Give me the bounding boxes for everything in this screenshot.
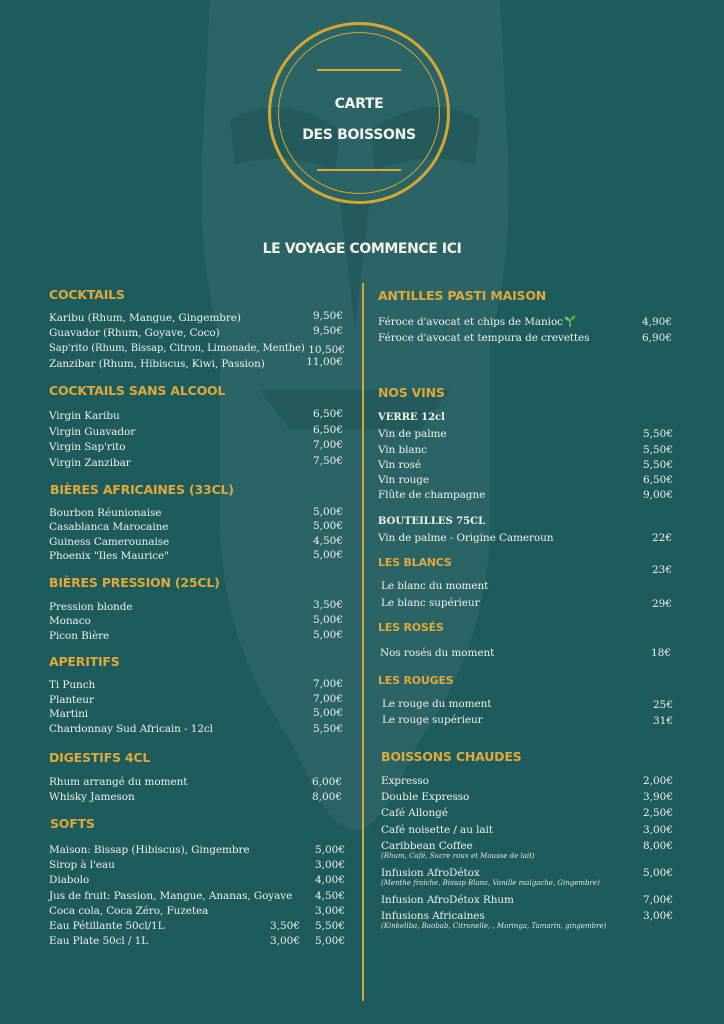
item-price: 10,50€	[308, 344, 345, 356]
item-name: Vin de palme	[378, 428, 447, 440]
item-price-small: 3,00€	[269, 935, 300, 947]
section-aperitifs: APERITIFS	[49, 654, 120, 669]
item-price: 4,00€	[314, 874, 345, 886]
item-price: 3,50€	[312, 599, 343, 611]
subsection-bouteilles: BOUTEILLES 75CL	[378, 516, 486, 527]
section-les-roses: LES ROSÉS	[378, 621, 444, 634]
item-name: Virgin Karibu	[49, 410, 120, 422]
item-price: 3,00€	[642, 824, 673, 836]
section-bieres-pression: BIÈRES PRESSION (25CL)	[49, 575, 220, 590]
item-name: Café noisette / au lait	[381, 824, 493, 836]
item-name: Bourbon Réunionaise	[49, 507, 162, 519]
item-name: Karibu (Rhum, Mangue, Gingembre)	[49, 312, 241, 324]
item-name: Jus de fruit: Passion, Mangue, Ananas, Goyave	[49, 890, 293, 902]
item-price: 29€	[651, 598, 672, 610]
item-price: 5,00€	[314, 935, 345, 947]
subsection-verre: VERRE 12cl	[378, 412, 445, 423]
section-bieres-africaines: BIÈRES AFRICAINES (33CL)	[50, 482, 234, 497]
item-price: 3,00€	[314, 859, 345, 871]
item-name: Infusions Africaines	[381, 910, 485, 922]
item-note: (Menthe fraiche, Bissap Blanc, Vanille malgache, Gingembre)	[381, 879, 600, 887]
item-name: Guiness Camerounaise	[49, 536, 170, 548]
item-price: 5,50€	[312, 723, 343, 735]
item-price: 6,50€	[312, 408, 343, 420]
section-cocktails-sans-alcool: COCKTAILS SANS ALCOOL	[49, 383, 226, 398]
item-name: Rhum arrangé du moment	[49, 776, 188, 788]
item-name: Nos rosés du moment	[380, 647, 495, 659]
item-name: Double Expresso	[381, 791, 470, 803]
item-price: 5,00€	[312, 707, 343, 719]
item-name: Virgin Guavador	[49, 426, 136, 438]
item-price: 5,50€	[642, 459, 673, 471]
item-name: Eau Pétillante 50cl/1L	[49, 920, 165, 932]
item-name: Planteur	[49, 694, 94, 706]
item-note: (Kinkeliba, Baobab, Citronelle, , Moringa, Tamarin, gingembre)	[381, 922, 607, 930]
item-price: 6,50€	[642, 474, 673, 486]
item-name: Féroce d'avocat et tempura de crevettes	[378, 332, 590, 344]
item-name: Maison: Bissap (Hibiscus), Gingembre	[49, 844, 250, 856]
item-price: 5,00€	[312, 549, 343, 561]
item-name: Coca cola, Coca Zéro, Fuzetea	[49, 905, 209, 917]
item-price: 22€	[651, 532, 672, 544]
item-name: Sirop à l'eau	[49, 859, 115, 871]
tagline: LE VOYAGE COMMENCE ICI	[262, 241, 462, 257]
item-price: 9,00€	[642, 489, 673, 501]
item-price: 6,90€	[641, 332, 672, 344]
column-divider	[362, 283, 364, 1001]
item-price: 2,00€	[642, 775, 673, 787]
item-name: Infusion AfroDétox	[381, 867, 480, 879]
item-name: Vin rosé	[378, 459, 421, 471]
item-name: Flûte de champagne	[378, 489, 486, 501]
item-name: Virgin Sap'rito	[49, 441, 126, 453]
item-price: 4,50€	[314, 890, 345, 902]
item-price: 7,00€	[642, 894, 673, 906]
item-price: 5,50€	[642, 428, 673, 440]
title-line-1: CARTE	[334, 96, 384, 112]
section-nos-vins: NOS VINS	[378, 385, 445, 400]
item-price: 4,50€	[312, 535, 343, 547]
section-les-rouges: LES ROUGES	[378, 674, 454, 687]
item-price: 7,00€	[312, 678, 343, 690]
item-price: 7,00€	[312, 693, 343, 705]
item-price: 5,00€	[312, 506, 343, 518]
item-price: 6,50€	[312, 424, 343, 436]
item-price: 5,50€	[642, 444, 673, 456]
item-name: Monaco	[49, 615, 91, 627]
section-cocktails: COCKTAILS	[49, 287, 125, 302]
item-name: Vin rouge	[378, 474, 429, 486]
item-name: Zanzibar (Rhum, Hibiscus, Kiwi, Passion)	[49, 358, 265, 370]
section-softs: SOFTS	[50, 816, 95, 831]
item-price: 25€	[652, 699, 673, 711]
item-name: Féroce d'avocat et chips de Manioc	[378, 316, 563, 328]
item-price: 31€	[652, 715, 673, 727]
item-name: Caribbean Coffee	[381, 840, 473, 852]
item-price: 18€	[650, 647, 671, 659]
item-name: Phoenix "Iles Maurice"	[49, 550, 169, 562]
item-name: Le blanc du moment	[381, 580, 489, 592]
item-name: Ti Punch	[49, 679, 96, 691]
item-name: Virgin Zanzibar	[49, 457, 131, 469]
title-line-2: DES BOISSONS	[302, 127, 416, 143]
section-les-blancs: LES BLANCS	[378, 556, 452, 569]
item-name: Café Allongé	[381, 807, 448, 819]
item-name: Vin blanc	[378, 444, 427, 456]
item-price: 9,50€	[312, 310, 343, 322]
item-price: 9,50€	[312, 325, 343, 337]
item-price: 5,00€	[312, 614, 343, 626]
item-name: Infusion AfroDétox Rhum	[381, 894, 514, 906]
item-name: Casablanca Marocaine	[49, 521, 169, 533]
item-price: 5,50€	[314, 920, 345, 932]
item-price: 8,00€	[311, 791, 342, 803]
item-name: Eau Plate 50cl / 1L	[49, 935, 149, 947]
item-price: 5,00€	[642, 867, 673, 879]
item-price: 8,00€	[642, 840, 673, 852]
item-price: 3,00€	[642, 910, 673, 922]
item-name: Guavador (Rhum, Goyave, Coco)	[49, 327, 220, 339]
item-note: (Rhum, Café, Sucre roux et Mousse de lait)	[381, 852, 535, 860]
item-name: Picon Bière	[49, 630, 110, 642]
item-price: 3,00€	[314, 905, 345, 917]
item-price: 6,00€	[311, 776, 342, 788]
item-price: 5,00€	[314, 844, 345, 856]
item-price: 4,90€	[641, 316, 672, 328]
item-name: Chardonnay Sud Africain - 12cl	[49, 723, 213, 735]
section-boissons-chaudes: BOISSONS CHAUDES	[381, 749, 522, 764]
item-name: Expresso	[381, 775, 429, 787]
item-name: Le rouge du moment	[382, 698, 492, 710]
item-price: 7,00€	[312, 439, 343, 451]
item-price: 5,00€	[312, 520, 343, 532]
item-name: Le rouge supérieur	[382, 714, 483, 726]
item-name: Martini	[49, 708, 89, 720]
item-name: Vin de palme - Origine Cameroun	[378, 532, 554, 544]
item-name: Whisky Jameson	[49, 791, 135, 803]
section-digestifs: DIGESTIFS 4CL	[49, 750, 151, 765]
item-price: 23€	[651, 564, 672, 576]
item-price: 3,90€	[642, 791, 673, 803]
item-name: Sap'rito (Rhum, Bissap, Citron, Limonade, Menthe)	[49, 343, 305, 354]
item-name: Pression blonde	[49, 601, 133, 613]
item-name: Le blanc supérieur	[381, 597, 480, 609]
title-badge	[268, 22, 450, 204]
sprout-icon	[563, 314, 577, 328]
section-antilles: ANTILLES PASTI MAISON	[378, 288, 547, 303]
item-price: 2,50€	[642, 807, 673, 819]
item-name: Diabolo	[49, 874, 90, 886]
item-price-small: 3,50€	[269, 920, 300, 932]
item-price: 11,00€	[306, 356, 343, 368]
item-price: 5,00€	[312, 629, 343, 641]
item-price: 7,50€	[312, 455, 343, 467]
